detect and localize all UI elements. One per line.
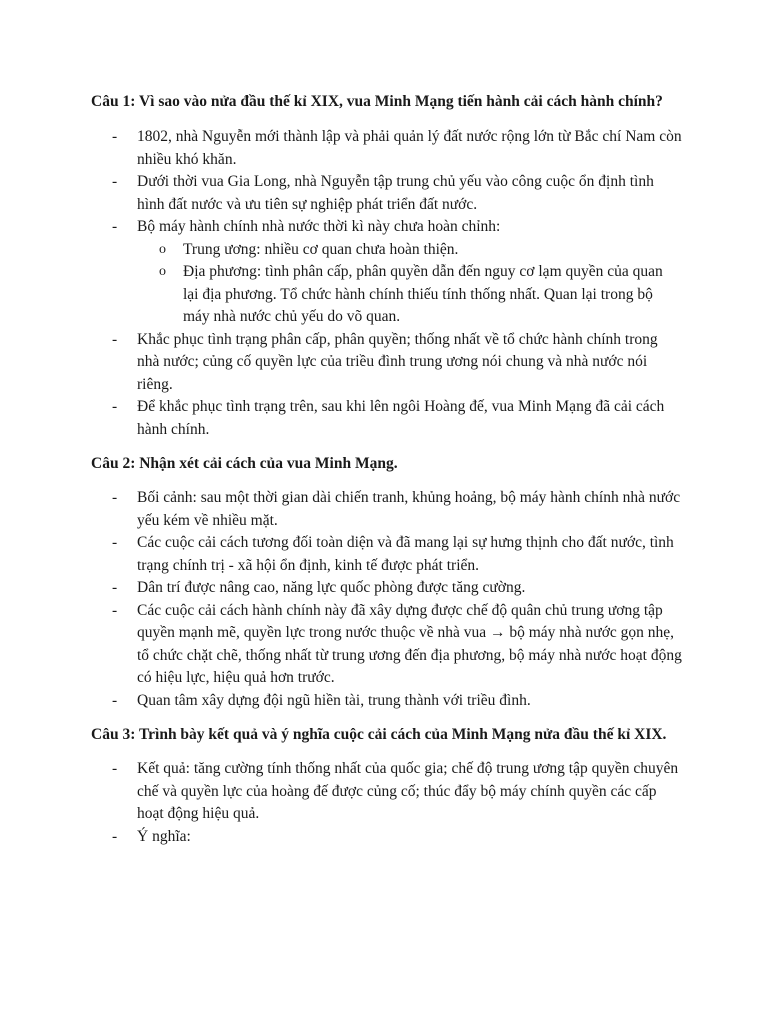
dash-bullet: - [112, 330, 118, 348]
dash-bullet: - [112, 398, 118, 415]
list-item-text: Ý nghĩa: [137, 827, 191, 845]
list-item [91, 532, 682, 577]
sub-list-item [137, 261, 682, 329]
list-item [91, 690, 682, 713]
question-2-title: Câu 2: Nhận xét cải cách của vua Minh Mạng. [91, 455, 398, 472]
dash-bullet: - [112, 827, 118, 845]
list-item-text: Khắc phục tình trạng phân cấp, phân quyền; thống nhất về tổ chức hành chính trong nhà nước; củng cố quyền lực của triều đình trung ương nói chung và nhà nước nói riêng. [137, 330, 658, 393]
question-3-list [91, 758, 682, 848]
list-item [91, 600, 682, 690]
list-item-text: Dưới thời vua Gia Long, nhà Nguyễn tập trung chủ yếu vào công cuộc ổn định tình hình đất nước và ưu tiên sự nghiệp phát triển đất nước. [137, 173, 654, 213]
dash-bullet: - [112, 534, 118, 551]
sub-list [137, 239, 682, 329]
sub-list-item [137, 239, 682, 262]
list-item-text: Kết quả: tăng cường tính thống nhất của quốc gia; chế độ trung ương tập quyền chuyên chế và quyền lực của hoàng đế được củng cố; thúc đẩy bộ máy chính quyền các cấp hoạt động hiệu quả. [137, 760, 679, 822]
list-item-text: Bộ máy hành chính nhà nước thời kì này chưa hoàn chỉnh: [137, 218, 501, 235]
question-3-section [91, 723, 682, 848]
list-item [91, 216, 682, 329]
dash-bullet: - [112, 489, 118, 506]
question-1-list [91, 126, 682, 441]
list-item [91, 396, 682, 441]
list-item [91, 126, 682, 171]
dash-bullet: - [112, 173, 118, 190]
list-item [91, 171, 682, 216]
dash-bullet: - [112, 579, 118, 596]
list-item-text: 1802, nhà Nguyễn mới thành lập và phải quản lý đất nước rộng lớn từ Bắc chí Nam còn nhiều khó khăn. [137, 128, 682, 168]
list-item-text: Dân trí được nâng cao, năng lực quốc phòng được tăng cường. [137, 579, 526, 596]
circle-bullet: o [159, 241, 166, 257]
list-item-text: Các cuộc cải cách tương đối toàn diện và đã mang lại sự hưng thịnh cho đất nước, tình trạng chính trị - xã hội ổn định, kinh tế được phát triển. [137, 534, 674, 574]
list-item-text: Để khắc phục tình trạng trên, sau khi lên ngôi Hoàng đế, vua Minh Mạng đã cải cách hành chính. [137, 398, 665, 438]
question-2-section [91, 452, 682, 712]
question-1-title: Câu 1: Vì sao vào nửa đầu thế kỉ XIX, vua Minh Mạng tiến hành cải cách hành chính? [91, 93, 663, 110]
dash-bullet: - [112, 760, 118, 777]
list-item-text: Các cuộc cải cách hành chính này đã xây dựng được chế độ quân chủ trung ương tập quyền mạnh mẽ, quyền lực trong nước thuộc về nhà vua → bộ máy nhà nước gọn nhẹ, tổ chức chặt chẽ, thống nhất từ trung ương đến địa phương, bộ máy nhà nước hoạt động có hiệu lực, hiệu quả hơn trước. [137, 601, 682, 686]
question-3-title: Câu 3: Trình bày kết quả và ý nghĩa cuộc cải cách của Minh Mạng nửa đầu thế kỉ XIX. [91, 726, 667, 743]
dash-bullet: - [112, 691, 118, 709]
question-2-list [91, 487, 682, 712]
sub-list-item-text: Địa phương: tình phân cấp, phân quyền dẫn đến nguy cơ lạm quyền của quan lại địa phương. Tổ chức hành chính thiếu tính thống nhất. Quan lại trong bộ máy nhà nước chủ yếu do võ quan. [183, 263, 663, 325]
list-item-text: Bối cảnh: sau một thời gian dài chiến tranh, khủng hoảng, bộ máy hành chính nhà nước yếu kém về nhiều mặt. [137, 489, 681, 529]
dash-bullet: - [112, 601, 118, 619]
sub-list-item-text: Trung ương: nhiều cơ quan chưa hoàn thiện. [183, 240, 459, 258]
list-item [91, 758, 682, 826]
list-item [91, 577, 682, 600]
list-item [91, 487, 682, 532]
dash-bullet: - [112, 128, 118, 145]
dash-bullet: - [112, 218, 118, 235]
list-item-text: Quan tâm xây dựng đội ngũ hiền tài, trung thành với triều đình. [137, 691, 531, 709]
question-1-section [91, 90, 682, 441]
list-item [91, 329, 682, 397]
circle-bullet: o [159, 264, 166, 279]
list-item [91, 826, 682, 849]
